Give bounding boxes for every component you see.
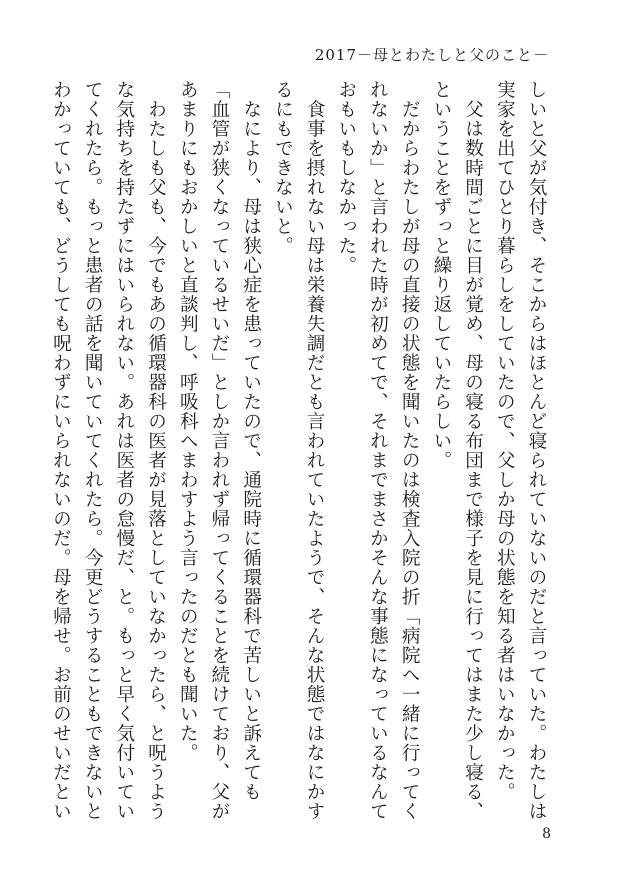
text-line: てくれたら。もっと患者の話を聞いていてくれたら。今更どうすることもできないと xyxy=(82,80,104,821)
text-line: れないか」と言われた時が初めてで、それまでまさかそんな事態になっているなんて xyxy=(367,80,389,821)
running-header: 2017－母とわたしと父のこと－ xyxy=(314,46,549,64)
text-line: あまりにもおかしいと直談判し、呼吸科へまわすよう言ったのだとも聞いた。 xyxy=(177,80,199,763)
text-line: わかっていても、どうしても呪わずにいられないのだ。母を帰せ。お前のせいだとい xyxy=(50,80,72,821)
text-line: わたしも父も、今でもあの循環器科の医者が見落としていなかったら、と呪うよう xyxy=(145,80,167,821)
text-line: るにもできないと。 xyxy=(272,80,294,256)
body-text xyxy=(50,80,552,821)
text-line: 「血管が狭くなっているせいだ」としか言われず帰ってくることを続けており、父が xyxy=(208,80,230,821)
text-line: 実家を出てひとり暮らしをしていたので、父しか母の状態を知る者はいなかった。 xyxy=(494,80,516,802)
text-line: な気持ちを持たずにはいられない。あれは医者の怠慢だ、と。もっと早く気付いてい xyxy=(113,80,135,821)
page-number: 8 xyxy=(542,826,551,842)
text-line: 食事を摂れない母は栄養失調だとも言われていたようで、そんな状態ではなにかす xyxy=(304,80,326,821)
text-line: なにより、母は狭心症を患っていたので、通院時に循環器科で苦しいと訴えても xyxy=(240,80,262,802)
text-line: しいと父が気付き、そこからはほとんど寝られていないのだと言っていた。わたしは xyxy=(526,80,547,821)
text-line: だからわたしが母の直接の状態を聞いたのは検査入院の折「病院へ一緒に行ってく xyxy=(399,80,421,821)
text-line: ということをずっと繰り返していたらしい。 xyxy=(430,80,452,470)
text-line: 父は数時間ごとに目が覚め、母の寝る布団まで様子を見に行ってはまた少し寝る、 xyxy=(462,80,484,821)
text-line: おもいもしなかった。 xyxy=(335,80,357,275)
